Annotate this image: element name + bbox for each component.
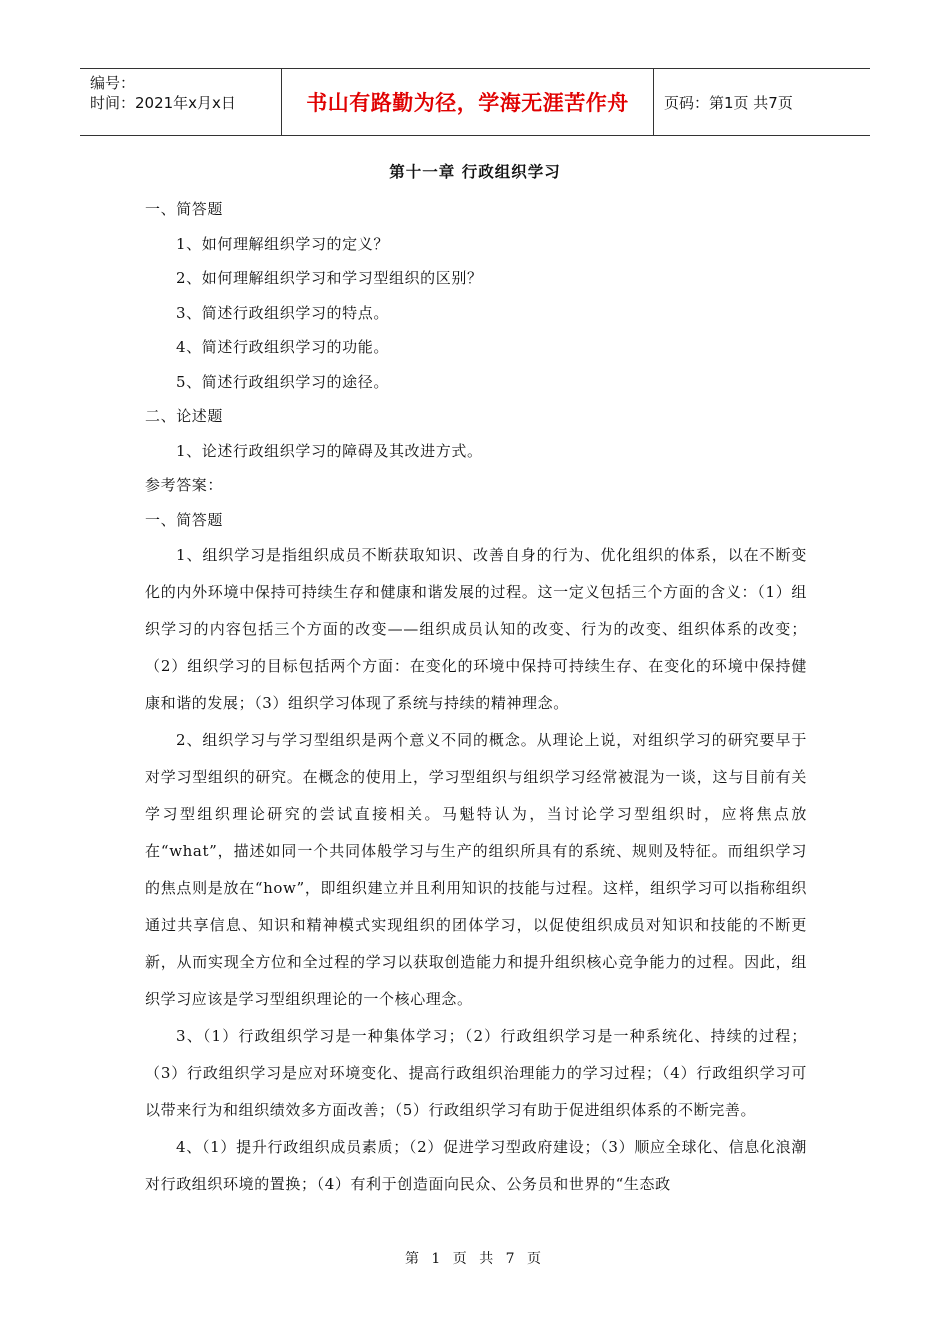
chapter-title: 第十一章 行政组织学习	[389, 162, 561, 181]
answer-paragraph: 3、（1）行政组织学习是一种集体学习；（2）行政组织学习是一种系统化、持续的过程；（3）行政组织学习是应对环境变化、提高行政组织治理能力的学习过程；（4）行政组织学习可以带来行为和组织绩效多方面改善；（5）行政组织学习有助于促进组织体系的不断完善。	[145, 1027, 807, 1119]
document-number-label: 编号：	[90, 74, 136, 92]
question-item: 3、简述行政组织学习的特点。	[176, 303, 389, 322]
question-item: 4、简述行政组织学习的功能。	[176, 338, 389, 356]
answers-heading: 参考答案：	[145, 476, 224, 494]
document-date: 时间：2021年x月x日	[90, 94, 236, 112]
header-motto: 书山有路勤为径，学海无涯苦作舟	[281, 69, 654, 135]
document-body	[145, 192, 807, 1203]
answers-section-heading: 一、简答题	[145, 510, 224, 529]
page-footer: 第 1 页 共 7 页	[404, 1251, 546, 1267]
question-item: 1、如何理解组织学习的定义？	[176, 234, 389, 253]
header-table	[80, 68, 870, 136]
question-item: 5、简述行政组织学习的途径。	[176, 372, 389, 391]
header-page-info: 页码：第1页 共7页	[664, 93, 793, 112]
question-item: 2、如何理解组织学习和学习型组织的区别？	[176, 269, 483, 287]
answer-paragraph: 4、（1）提升行政组织成员素质；（2）促进学习型政府建设；（3）顺应全球化、信息化浪潮对行政组织环境的置换；（4）有利于创造面向民众、公务员和世界的“生态政	[145, 1138, 807, 1193]
section-heading-short-answer: 一、简答题	[145, 200, 224, 218]
answer-paragraph: 2、组织学习与学习型组织是两个意义不同的概念。从理论上说，对组织学习的研究要早于对学习型组织的研究。在概念的使用上，学习型组织与组织学习经常被混为一谈，这与目前有关学习型组织理论研究的尝试直接相关。马魁特认为，当讨论学习型组织时，应将焦点放在“what”，描述如同一个共同体般学习与生产的组织所具有的系统、规则及特征。而组织学习的焦点则是放在“how”，即组织建立并且利用知识的技能与过程。这样，组织学习可以指称组织通过共享信息、知识和精神模式实现组织的团体学习，以促使组织成员对知识和技能的不断更新，从而实现全方位和全过程的学习以获取创造能力和提升组织核心竞争能力的过程。因此，组织学习应该是学习型组织理论的一个核心理念。	[145, 731, 807, 1008]
header-meta	[80, 69, 281, 135]
section-heading-essay: 二、论述题	[145, 407, 224, 425]
answer-paragraph: 1、组织学习是指组织成员不断获取知识、改善自身的行为、优化组织的体系，以在不断变化的内外环境中保持可持续生存和健康和谐发展的过程。这一定义包括三个方面的含义：（1）组织学习的内容包括三个方面的改变——组织成员认知的改变、行为的改变、组织体系的改变；（2）组织学习的目标包括两个方面：在变化的环境中保持可持续生存、在变化的环境中保持健康和谐的发展；（3）组织学习体现了系统与持续的精神理念。	[145, 546, 807, 712]
essay-question: 1、论述行政组织学习的障碍及其改进方式。	[176, 441, 483, 460]
